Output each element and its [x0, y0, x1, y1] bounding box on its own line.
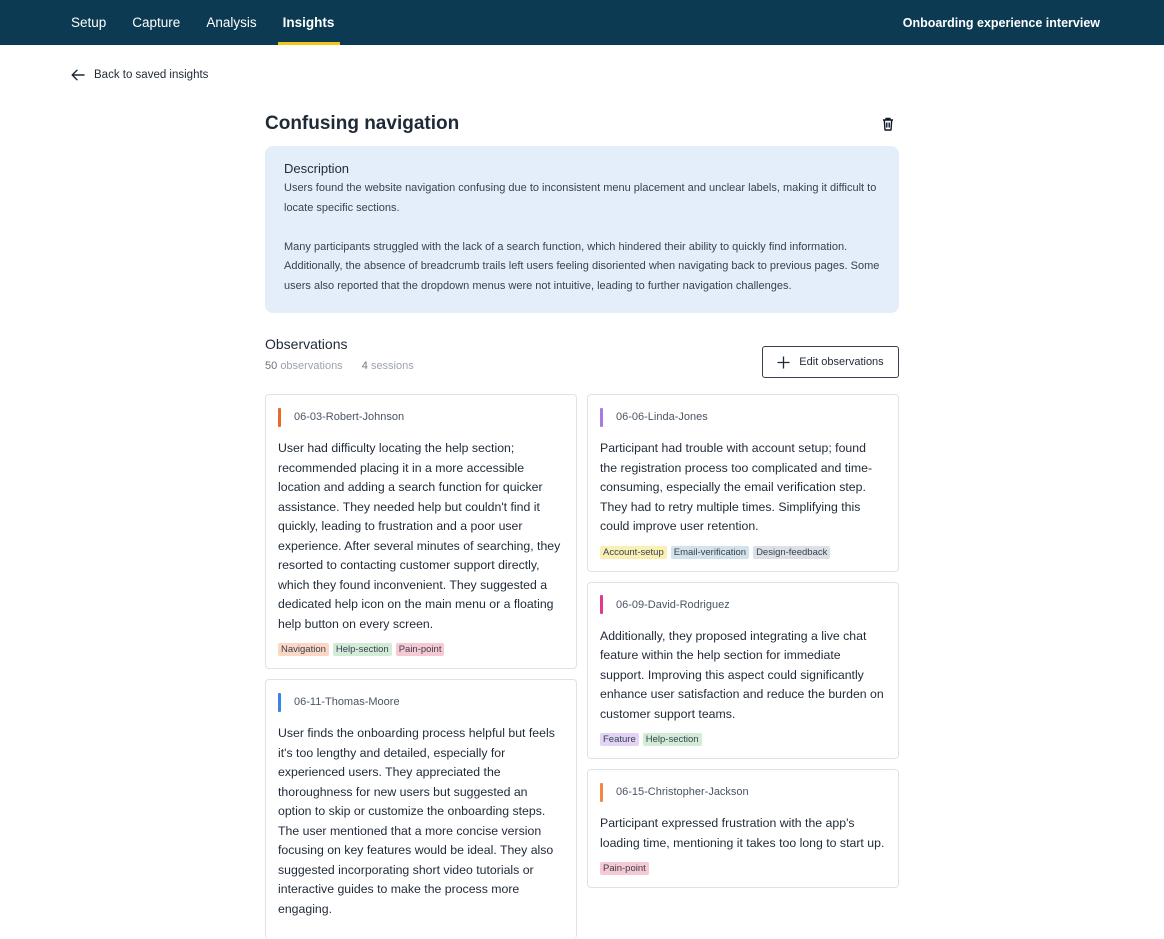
session-color-bar — [600, 783, 603, 802]
session-name[interactable]: 06-11-Thomas-Moore — [294, 696, 400, 708]
nav-tab-analysis[interactable]: Analysis — [206, 15, 257, 30]
observation-text: User had difficulty locating the help section; recommended placing it in a more accessible location and adding a search function for quicker assistance. They needed help but couldn't find it quickly, leading to frustration and a poor user experience. After several minutes of searching, they resorted to contacting customer support directly, which they found inconvenient. They suggested a dedicated help icon on the main menu or a floating help button on every screen. — [278, 441, 561, 631]
observation-card-header — [600, 782, 886, 802]
observation-text: Participant had trouble with account setup; found the registration process too complicated and time-consuming, especially the email verification step. They had to retry multiple times. Simplifying this could improve user retention. — [600, 441, 873, 533]
observation-card-header — [278, 692, 564, 712]
tag[interactable]: Design-feedback — [753, 546, 830, 559]
observation-columns — [265, 394, 899, 939]
observation-count-label: observations — [280, 360, 343, 372]
session-color-bar — [600, 595, 603, 614]
nav-tab-insights[interactable]: Insights — [283, 0, 335, 45]
tag[interactable]: Help-section — [643, 733, 702, 746]
project-title: Onboarding experience interview — [902, 15, 1100, 30]
tag-list — [278, 643, 564, 656]
observation-text: User finds the onboarding process helpful but feels it's too lengthy and detailed, especially for experienced users. They appreciated the thoroughness for new users but suggested an option to skip or customize the onboarding steps. The user mentioned that a more concise version focusing on key features would be ideal. They also suggested incorporating short video tutorials or interactive guides to make the process more engaging. — [278, 726, 555, 916]
observation-text: Additionally, they proposed integrating a live chat feature within the help section for immediate support. Improving this aspect could significantly enhance user satisfaction and reduce the burden on customer support teams. — [600, 628, 884, 721]
edit-observations-label: Edit observations — [799, 356, 884, 368]
main-nav — [71, 0, 360, 45]
observation-card[interactable] — [265, 394, 577, 669]
top-navigation-bar — [0, 0, 1164, 45]
arrow-left-icon — [71, 69, 85, 81]
description-paragraph: Users found the website navigation confusing due to inconsistent menu placement and unclear labels, making it difficult to locate specific sections. — [284, 182, 877, 214]
session-color-bar — [278, 408, 281, 427]
tag-list — [600, 733, 886, 746]
description-box — [265, 146, 899, 313]
title-row — [265, 112, 899, 136]
session-name[interactable]: 06-03-Robert-Johnson — [294, 411, 405, 423]
observation-card-header — [600, 595, 886, 615]
tag[interactable]: Help-section — [333, 643, 392, 656]
description-heading: Description — [284, 161, 350, 176]
session-count — [362, 360, 414, 372]
observation-column-left — [265, 394, 577, 939]
session-name[interactable]: 06-09-David-Rodriguez — [616, 598, 730, 611]
observations-meta — [265, 360, 414, 372]
session-count-label: sessions — [370, 360, 414, 372]
session-color-bar — [600, 408, 603, 427]
tag-list — [600, 862, 886, 875]
description-paragraph: Many participants struggled with the lack of a search function, which hindered their ability to quickly find information. Additionally, the absence of breadcrumb trails left users feeling disoriented when navigating back to previous pages. Some users also reported that the dropdown menus were not intuitive, leading to further navigation challenges. — [284, 240, 880, 292]
session-name[interactable]: 06-15-Christopher-Jackson — [616, 786, 749, 798]
tag[interactable]: Feature — [600, 733, 639, 746]
observations-header — [265, 336, 899, 378]
edit-observations-button[interactable] — [762, 346, 899, 378]
session-name[interactable]: 06-06-Linda-Jones — [616, 411, 708, 423]
nav-tab-capture[interactable]: Capture — [132, 15, 181, 30]
observation-card[interactable] — [587, 769, 899, 888]
observation-card-header — [278, 407, 564, 427]
tag[interactable]: Pain-point — [600, 862, 649, 875]
tag[interactable]: Account-setup — [600, 546, 667, 559]
nav-tab-setup[interactable]: Setup — [71, 15, 107, 30]
observation-text: Participant expressed frustration with the app's loading time, mentioning it takes too long to start up. — [600, 816, 885, 850]
back-to-saved-insights-link[interactable] — [71, 69, 208, 81]
observations-title: Observations — [265, 336, 348, 352]
plus-icon — [777, 356, 790, 369]
back-link-label: Back to saved insights — [94, 69, 209, 81]
observation-card-header — [600, 407, 886, 427]
observation-card[interactable] — [587, 582, 899, 760]
tag[interactable]: Pain-point — [396, 643, 445, 656]
session-count-number: 4 — [361, 360, 368, 372]
trash-icon[interactable] — [880, 116, 896, 132]
page-title: Confusing navigation — [265, 113, 460, 134]
session-color-bar — [278, 693, 281, 712]
tag[interactable]: Email-verification — [671, 546, 749, 559]
observation-card[interactable] — [265, 679, 577, 939]
insight-detail — [265, 112, 899, 939]
tag-list — [600, 546, 886, 559]
observation-card[interactable] — [587, 394, 899, 572]
observation-column-right — [587, 394, 899, 939]
observation-count — [265, 360, 343, 372]
tag[interactable]: Navigation — [278, 643, 329, 656]
observation-count-number: 50 — [265, 360, 278, 372]
